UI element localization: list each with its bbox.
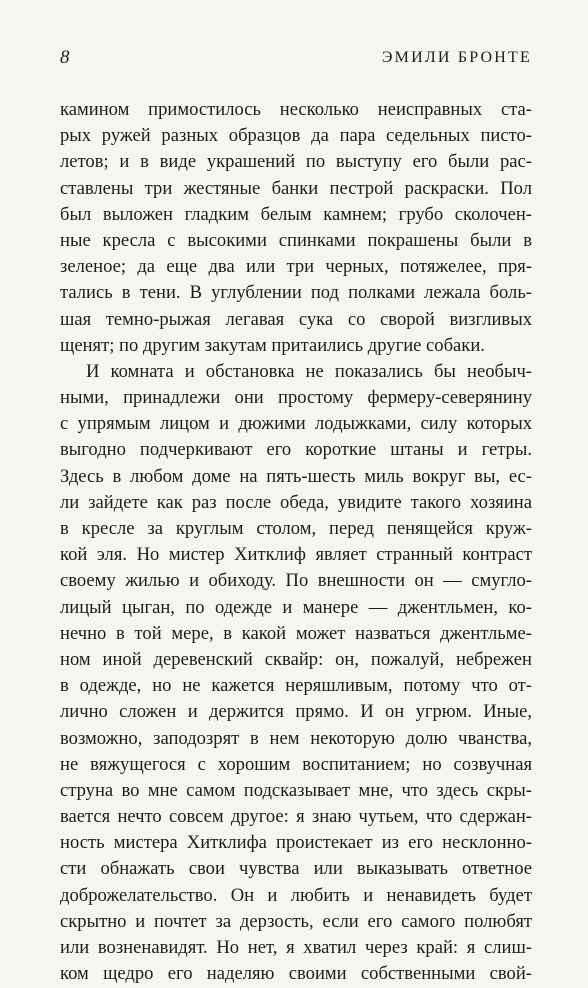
text-line: камином примостилось несколько неисправных ста- [60, 99, 532, 120]
paragraph-last-line: щенят; по другим закутам притаились другие собаки. [60, 334, 485, 356]
page-number: 8 [60, 47, 70, 68]
running-head [60, 46, 532, 70]
text-line: с упрямым лицом и дюжими лодыжками, силу которых [60, 413, 532, 435]
text-line: сти обнажать свои чувства или выказывать ответное [60, 858, 532, 880]
text-line: ли зайдете как раз после обеда, увидите такого хозяина [60, 491, 532, 513]
text-line: нечно в той мере, в какой может назваться джентльме- [60, 622, 532, 644]
text-line: кой эля. Но мистер Хитклиф являет странный контраст [60, 544, 532, 566]
text-line: вается нечто совсем другое: я знаю чутьем, что сдержан- [60, 806, 532, 828]
text-line: ком щедро его наделяю своими собственными свой- [60, 963, 532, 985]
text-line: летов; и в виде украшений по выступу его были рас- [60, 151, 532, 173]
text-line: рых ружей разных образцов да пара седельных писто- [60, 125, 532, 147]
text-line: струна во мне самом подсказывает мне, что здесь скры- [60, 779, 532, 801]
text-line: ставлены три жестяные банки пестрой раскраски. Пол [60, 177, 532, 199]
paragraph-first-line: И комната и обстановка не показались бы необыч- [86, 360, 532, 382]
text-line: в одежде, но не кажется неряшливым, потому что от- [60, 675, 532, 697]
text-line: зеленое; да еще два или три черных, потяжелее, пря- [60, 256, 532, 278]
running-head-author: ЭМИЛИ БРОНТЕ [381, 49, 532, 66]
text-line: не вяжущегося с хорошим воспитанием; но созвучная [60, 753, 532, 775]
text-line: тались в тени. В углублении под полками лежала боль- [60, 282, 532, 304]
text-line: или возненавидят. Но нет, я хватил через край: я слиш- [60, 937, 532, 958]
text-line: шая темно-рыжая легавая сука со сворой визгливых [60, 308, 532, 330]
text-line: выгодно подчеркивают его короткие штаны и гетры. [60, 439, 532, 461]
text-line: скрытно и почтет за дерзость, если его самого полюбят [60, 910, 532, 932]
text-line: в кресле за круглым столом, перед пенящейся круж- [60, 518, 532, 539]
text-line: ные кресла с высокими спинками покрашены были в [60, 229, 532, 251]
text-line: ность мистера Хитклифа проистекает из его несклонно- [60, 832, 532, 854]
text-line: доброжелательство. Он и любить и ненавидеть будет [60, 884, 532, 906]
text-line: Здесь в любом доме на пять-шесть миль вокруг вы, ес- [60, 465, 532, 487]
text-line: лицый цыган, по одежде и манере — джентльмен, ко- [60, 596, 532, 618]
text-line: был выложен гладким белым камнем; грубо сколочен- [60, 203, 532, 225]
text-line: своему жилью и обиходу. По внешности он — смугло- [60, 570, 532, 592]
text-line: ном иной деревенский сквайр: он, пожалуй, небрежен [60, 648, 532, 670]
text-line: лично сложен и держится прямо. И он угрюм. Иные, [60, 701, 532, 723]
body-text [60, 97, 532, 987]
text-line: ными, принадлежи они простому фермеру-северянину [60, 387, 532, 409]
text-line: возможно, заподозрят в нем некоторую долю чванства, [60, 727, 532, 749]
